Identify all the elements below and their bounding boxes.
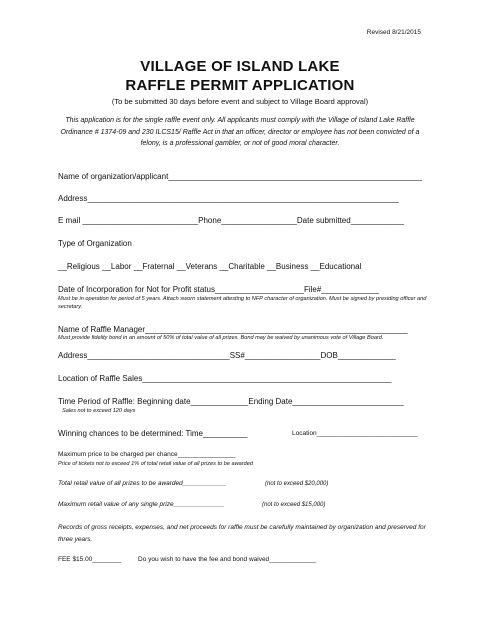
location-sales-field[interactable]: Location of Raffle Sales________________________________________________________ bbox=[58, 374, 392, 383]
winning-location-field[interactable]: Location____________________________ bbox=[292, 430, 418, 437]
subtitle: (To be submitted 30 days before event and subject to Village Board approval) bbox=[111, 97, 369, 106]
max-retail-field[interactable]: Maximum retail value of any single prize______________ bbox=[58, 501, 225, 508]
total-retail-note: (not to exceed $20,000) bbox=[265, 481, 329, 487]
address-field[interactable]: Address______________________________________________________________________ bbox=[58, 194, 399, 203]
total-retail-field[interactable]: Total retail value of all prizes to be awarded____________ bbox=[58, 480, 227, 487]
fee-field[interactable]: FEE $15.00________ bbox=[58, 556, 122, 563]
org-type-options[interactable]: __Religious __Labor __Fraternal __Veterans __Charitable __Business __Educational bbox=[58, 262, 362, 271]
manager-note: Must provide fidelity bond in an amount of 50% of total value of all prizes. Bond may be waived by unanimous vote of Village Board. bbox=[58, 335, 384, 341]
fee-waive-field[interactable]: Do you wish to have the fee and bond waived_____________ bbox=[138, 556, 317, 563]
email-phone-date-field[interactable]: E mail __________________________Phone_________________Date submitted____________ bbox=[58, 216, 405, 225]
revised-date: Revised 8/21/2015 bbox=[366, 29, 421, 36]
winning-time-field[interactable]: Winning chances to be determined: Time__________ bbox=[58, 429, 248, 438]
manager-address-field[interactable]: Address________________________________SS#_________________DOB_____________ bbox=[58, 351, 396, 360]
intro-paragraph: This application is for the single raffle event only. All applicants must comply with the Village of Island Lake Raffle Ordinance # 1374-09 and 230 ILCS15/ Raffle Act in that an officer, director or employee has not been convicted of a felony, is a professional gambler, or not of good moral character. bbox=[60, 117, 420, 147]
org-type-label: Type of Organization bbox=[58, 239, 132, 248]
manager-field[interactable]: Name of Raffle Manager___________________________________________________________ bbox=[58, 325, 408, 334]
time-period-note: Sales not to exceed 120 days bbox=[62, 408, 136, 414]
max-retail-note: (not to exceed $15,000) bbox=[262, 502, 326, 508]
records-statement: Records of gross receipts, expenses, and net proceeds for raffle must be carefully maintained by organization and preserved for three years. bbox=[58, 524, 426, 543]
incorporation-note: Must be in operation for period of 5 years. Attach sworn statement attesting to NFP character of organization. Must be signed by presiding officer and secretary. bbox=[58, 296, 427, 310]
max-price-field[interactable]: Maximum price to be charged per chance________________ bbox=[58, 451, 236, 458]
incorporation-field[interactable]: Date of Incorporation for Not for Profit status____________________File#_____________ bbox=[58, 285, 380, 294]
time-period-field[interactable]: Time Period of Raffle: Beginning date_____________Ending Date_________________________ bbox=[58, 397, 404, 406]
max-price-note: Price of tickets not to exceed 1% of total retail value of all prizes to be awarded bbox=[58, 461, 253, 467]
title-application: RAFFLE PERMIT APPLICATION bbox=[125, 77, 355, 94]
title-village: VILLAGE OF ISLAND LAKE bbox=[140, 58, 340, 75]
org-name-field[interactable]: Name of organization/applicant_________________________________________________________ bbox=[58, 172, 422, 181]
